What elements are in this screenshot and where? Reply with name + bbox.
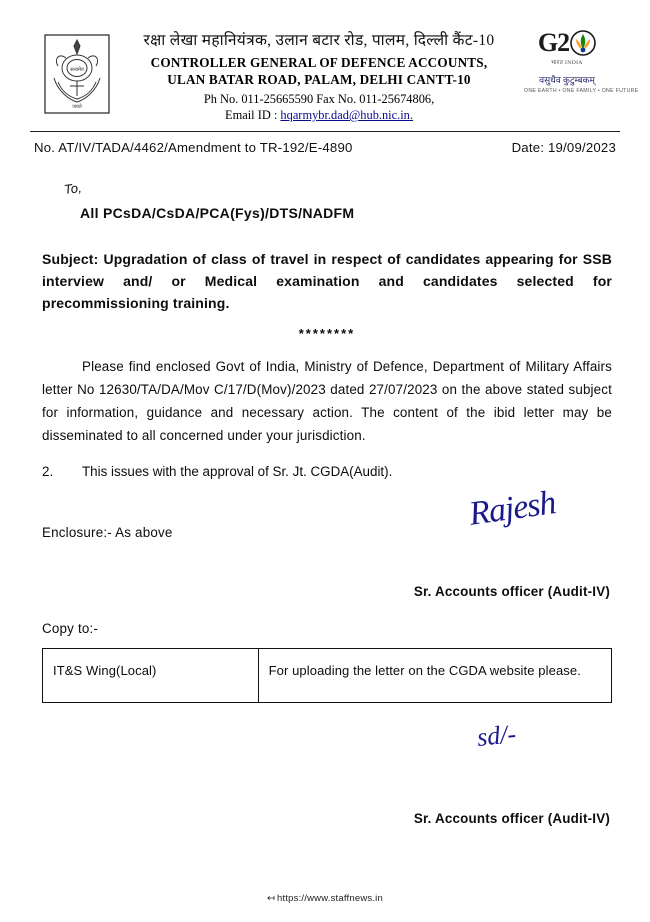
organisation-block [114,28,524,123]
table-row [43,648,612,703]
paragraph-1: Please find enclosed Govt of India, Ministry of Defence, Department of Military Affairs letter No 12630/TA/DA/Mov C/17/D(Mov)/2023 dated 27/07/2023 on the above stated subject for information, guidance and necessary action. The content of the ibid letter may be disseminated to all concerned under your jurisdiction. [42,359,612,444]
table-cell-recipient: IT&S Wing(Local) [43,648,259,703]
footer-watermark [0,893,650,904]
email-link[interactable]: hqarmybr.dad@hub.nic.in. [280,108,413,123]
copy-distribution-table [42,648,612,704]
g20-logo-block [524,28,639,94]
subject-text: Upgradation of class of travel in respect of candidates appearing for SSB interview and/ or Medical examination and candidates selected for precommissioning training. [42,251,613,311]
paragraph-2-text: This issues with the approval of Sr. Jt. CGDA(Audit). [82,463,393,479]
subject-line [42,249,612,314]
subject-label: Subject: [42,251,99,268]
hindi-title: रक्षा लेखा महानियंत्रक, उलान बटार रोड, पालम, दिल्ली कैंट-10 [143,32,495,49]
reference-date [512,140,616,155]
g20-logo-text: G2 [537,28,570,57]
g20-logo [524,30,610,56]
enclosure-line: Enclosure:- As above [42,524,173,540]
handwritten-signature: Rajesh [467,483,559,533]
signatory-designation-1: Sr. Accounts officer (Audit-IV) [413,583,610,599]
date-label: Date: [511,140,545,156]
copy-to-label: Copy to:- [42,620,99,636]
addressee: All PCsDA/CsDA/PCA(Fys)/DTS/NADFM [80,205,355,222]
email-line [118,107,520,123]
letter-body [0,181,650,826]
letterhead [0,0,650,123]
footer-arrow-icon: ↤ [267,893,274,904]
g20-hindi-motto: वसुधैव कुटुम्बकम् [539,75,595,85]
org-line-2: ULAN BATAR ROAD, PALAM, DELHI CANTT-10 [167,71,471,87]
footer-url: https://www.staffnews.in [276,893,383,904]
to-line [42,181,612,199]
reference-number: No. AT/IV/TADA/4462/Amendment to TR-192/E-4890 [34,140,353,156]
email-label: Email ID : [225,108,281,123]
paragraph-2 [42,464,612,479]
g20-subtitle: भारत INDIA [551,60,583,66]
signature-block-2 [42,721,612,771]
date-value: 19/09/2023 [547,140,616,156]
to-word: To, [63,180,83,198]
contact-line: Ph No. 011-25665590 Fax No. 011-25674806, [203,92,435,106]
svg-text:सत्यमेव: सत्यमेव [70,68,84,73]
signatory-designation-2: Sr. Accounts officer (Audit-IV) [413,811,610,826]
signature-block-1 [42,483,612,562]
table-cell-action: For uploading the letter on the CGDA website please. [258,648,611,703]
g20-lotus-icon [570,30,596,56]
handwritten-signature-2: sd/- [475,719,518,752]
org-line-1: CONTROLLER GENERAL OF DEFENCE ACCOUNTS, [150,55,488,70]
g20-tagline: ONE EARTH • ONE FAMILY • ONE FUTURE [524,88,639,94]
svg-text:जयते: जयते [72,105,82,110]
reference-row [0,132,650,155]
star-separator: ******** [298,326,356,342]
national-emblem-icon [40,28,114,114]
paragraph-2-number: 2. [42,463,54,479]
